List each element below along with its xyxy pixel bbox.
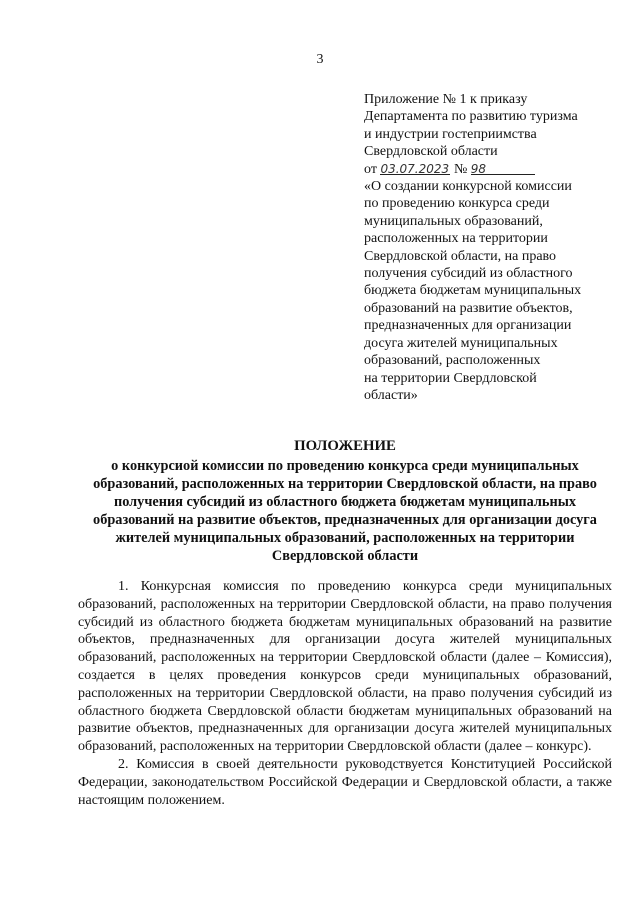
date-prefix: от [364, 161, 377, 177]
subtitle-line: образований, расположенных на территории Свердловской области, на право [93, 476, 597, 492]
appendix-date-line [364, 161, 614, 178]
appendix-subject-line: получения субсидий из областного [364, 266, 573, 282]
paragraph-1: 1. Конкурсная комиссия по проведению конкурса среди муниципальных образований, расположенных на территории Свердловской области, на право получения субсидий из областного бюджета бюджетам муниципальных образований на развитие объектов, предназначенных для организации досуга жителей муниципальных образований, расположенных на территории Свердловской области (далее – Комиссия), создается в целях проведения конкурсов среди муниципальных образований, расположенных на территории Свердловской области, на право получения субсидий из областного бюджета Свердловской области бюджетам муниципальных образований на развитие объектов, предназначенных для организации досуга жителей муниципальных образований, расположенных на территории Свердловской области (далее – конкурс). [78, 579, 612, 755]
date-handwritten: 03.07.2023 [380, 161, 450, 176]
page-number: 3 [316, 52, 324, 67]
appendix-subject-line: образований на развитие объектов, [364, 300, 573, 316]
appendix-subject-line: расположенных на территории [364, 231, 548, 247]
appendix-line: Департамента по развитию туризма [364, 109, 578, 125]
appendix-line: Свердловской области [364, 144, 498, 160]
paragraph-2: 2. Комиссия в своей деятельности руководствуется Конституцией Российской Федерации, законодательством Российской Федерации и Свердловской области, а также настоящим положением. [78, 756, 612, 808]
appendix-subject-line: образований, расположенных [364, 353, 541, 369]
appendix-subject-line: области» [364, 387, 418, 403]
subtitle-line: о конкурсиой комиссии по проведению конкурса среди муниципальных [111, 458, 579, 474]
number-label: № [453, 161, 468, 177]
appendix-subject-line: на территории Свердловской [364, 370, 537, 386]
subtitle-line: получения субсидий из областного бюджета бюджетам муниципальных [113, 494, 577, 510]
appendix-subject-line: досуга жителей муниципальных [364, 335, 558, 351]
date-field [380, 161, 450, 175]
appendix-subject-line: предназначенных для организации [364, 318, 572, 334]
appendix-line: и индустрии гостеприимства [364, 126, 537, 142]
appendix-subject-line: муниципальных образований, [364, 213, 543, 229]
appendix-subject-line: бюджета бюджетам муниципальных [364, 283, 582, 299]
document-heading: ПОЛОЖЕНИЕ [294, 438, 396, 454]
number-handwritten: 98 [470, 161, 487, 176]
appendix-subject-line: Свердловской области, на право [364, 248, 557, 264]
subtitle-line: жителей муниципальных образований, расположенных на территории [115, 530, 575, 546]
subtitle-line: образований на развитие объектов, предназначенных для организации досуга [93, 512, 597, 528]
appendix-block [364, 91, 614, 404]
appendix-line: Приложение № 1 к приказу [364, 92, 528, 107]
appendix-subject-line: по проведению конкурса среди [364, 196, 550, 212]
subtitle-line: Свердловской области [271, 548, 419, 564]
document-body [78, 578, 612, 809]
appendix-subject-line: «О создании конкурсной комиссии [364, 179, 572, 195]
number-field [471, 161, 535, 175]
document-title-block [78, 437, 612, 565]
